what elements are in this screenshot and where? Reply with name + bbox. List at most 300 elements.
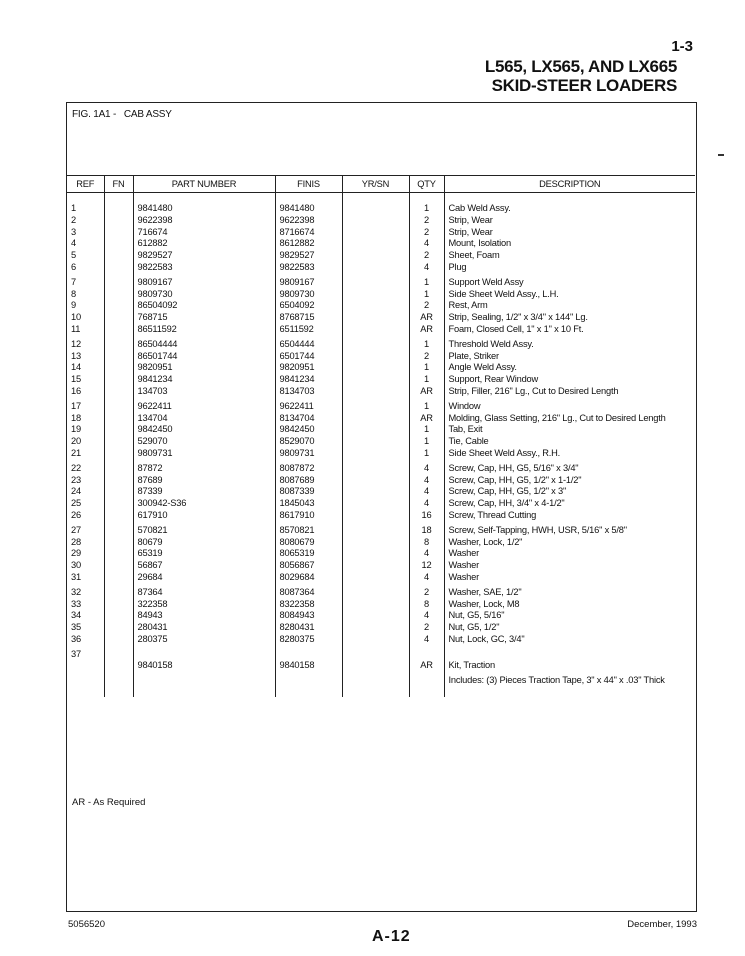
cell-desc: Washer, SAE, 1/2" [444,587,695,599]
cell-qty: AR [409,386,444,401]
cell-yrsn [342,448,409,463]
col-header-finis: FINIS [275,176,342,193]
cell-yrsn [342,424,409,436]
cell-desc: Washer, Lock, M8 [444,599,695,611]
cell-desc: Side Sheet Weld Assy., L.H. [444,289,695,301]
cell-part: 9841480 [133,193,275,215]
cell-ref: 20 [71,436,81,447]
cell-part: 9809731 [133,448,275,463]
cell-desc: Strip, Filler, 216" Lg., Cut to Desired Length [444,386,695,401]
cell-part: 86511592 [133,324,275,339]
cell-desc: Mount, Isolation [444,238,695,250]
cell-qty: 4 [409,238,444,250]
table-header-row [67,176,695,193]
cell-fn [104,537,133,549]
cell-finis: 8716674 [275,227,342,239]
cell-part: 87364 [133,587,275,599]
table-row [67,289,695,301]
cell-finis: 8087689 [275,475,342,487]
cell-finis: 8529070 [275,436,342,448]
cell-ref: 9 [71,300,76,311]
cell-qty: 18 [409,525,444,537]
filler-cell [342,687,409,697]
cell-qty: AR [409,413,444,425]
cell-desc: Side Sheet Weld Assy., R.H. [444,448,695,463]
title-line-2: SKID-STEER LOADERS [491,76,677,95]
table-row [67,660,695,675]
cell-yrsn [342,475,409,487]
cell-fn [104,227,133,239]
cell-yrsn [342,401,409,413]
cell-ref: 26 [71,509,81,520]
table-row [67,351,695,363]
cell-ref: 21 [71,447,81,458]
cell-finis: 6501744 [275,351,342,363]
cell-finis: 8080679 [275,537,342,549]
table-row [67,599,695,611]
cell-ref: 7 [71,276,76,287]
cell-ref: 17 [71,400,81,411]
cell-desc: Support Weld Assy [444,277,695,289]
cell-qty: AR [409,324,444,339]
cell-finis: 1845043 [275,498,342,510]
cell-ref: 27 [71,524,81,535]
cell-qty: 8 [409,537,444,549]
cell-ref: 13 [71,350,81,361]
cell-finis: 8029684 [275,572,342,587]
cell-yrsn [342,599,409,611]
cell-yrsn [342,238,409,250]
cell-ref: 28 [71,536,81,547]
table-row [67,610,695,622]
cell-finis: 9841480 [275,193,342,215]
table-row [67,424,695,436]
cell-part: 9840158 [133,660,275,675]
cell-ref: 6 [71,261,76,272]
cell-fn [104,634,133,649]
cell-ref: 36 [71,633,81,644]
cell-finis: 6504444 [275,339,342,351]
cell-yrsn [342,510,409,525]
cell-qty: 2 [409,300,444,312]
cell-yrsn [342,463,409,475]
cell-desc: Foam, Closed Cell, 1" x 1" x 10 Ft. [444,324,695,339]
filler-cell [409,687,444,697]
figure-number: FIG. 1A1 - [72,109,117,120]
cell-yrsn [342,324,409,339]
cell-desc: Washer [444,548,695,560]
cell-part: 29684 [133,572,275,587]
cell-ref: 19 [71,424,81,435]
parts-table [67,175,695,697]
margin-mark [718,154,724,156]
cell-finis: 9841234 [275,374,342,386]
cell-yrsn [342,312,409,324]
cell-desc: Angle Weld Assy. [444,362,695,374]
cell-desc: Plate, Striker [444,351,695,363]
cell-ref: 34 [71,610,81,621]
cell-finis: 9840158 [275,660,342,675]
cell-qty: 1 [409,436,444,448]
cell-ref: 22 [71,462,81,473]
cell-fn [104,193,133,215]
col-header-qty: QTY [409,176,444,193]
document-number: 5056520 [68,919,105,930]
page-label: A-12 [372,928,411,945]
cell-fn [104,622,133,634]
cell-part: 280375 [133,634,275,649]
cell-ref: 32 [71,586,81,597]
cell-yrsn [342,649,409,661]
table-filler-row [67,687,695,697]
cell-part [133,649,275,661]
cell-qty: 4 [409,463,444,475]
cell-finis: 9809731 [275,448,342,463]
table-body [67,193,695,698]
table-row [67,560,695,572]
cell-desc: Screw, Cap, HH, 3/4" x 4-1/2" [444,498,695,510]
cell-fn [104,572,133,587]
cell-part: 9842450 [133,424,275,436]
cell-ref: 3 [71,226,76,237]
cell-part: 9829527 [133,250,275,262]
cell-qty: 1 [409,277,444,289]
cell-part: 768715 [133,312,275,324]
cell-finis: 8768715 [275,312,342,324]
table-row [67,215,695,227]
cell-desc: Nut, G5, 5/16" [444,610,695,622]
table-row [67,649,695,661]
table-row [67,436,695,448]
cell-part: 87339 [133,486,275,498]
cell-part: 617910 [133,510,275,525]
cell-qty [409,649,444,661]
col-header-description: DESCRIPTION [444,176,695,193]
cell-qty: 4 [409,498,444,510]
footnote: AR - As Required [72,797,146,808]
cell-fn [104,587,133,599]
cell-part: 300942-S36 [133,498,275,510]
table-row [67,374,695,386]
table-row [67,413,695,425]
cell-fn [104,424,133,436]
cell-desc: Threshold Weld Assy. [444,339,695,351]
cell-fn [104,386,133,401]
cell-yrsn [342,277,409,289]
table-row [67,475,695,487]
cell-part: 86504092 [133,300,275,312]
cell-yrsn [342,548,409,560]
cell-yrsn [342,634,409,649]
cell-fn [104,250,133,262]
table-row [67,448,695,463]
cell-part: 9822583 [133,262,275,277]
cell-desc: Screw, Cap, HH, G5, 1/2" x 1-1/2" [444,475,695,487]
cell-qty: AR [409,312,444,324]
table-row [67,193,695,215]
table-row [67,510,695,525]
cell-yrsn [342,587,409,599]
cell-desc: Screw, Thread Cutting [444,510,695,525]
cell-part: 9622411 [133,401,275,413]
cell-part: 9820951 [133,362,275,374]
cell-yrsn [342,227,409,239]
cell-finis: 6511592 [275,324,342,339]
cell-ref: 4 [71,238,76,249]
cell-yrsn [342,339,409,351]
cell-fn [104,351,133,363]
cell-desc: Screw, Cap, HH, G5, 5/16" x 3/4" [444,463,695,475]
col-header-yr-sn: YR/SN [342,176,409,193]
cell-yrsn [342,486,409,498]
cell-yrsn [342,386,409,401]
cell-ref: 35 [71,622,81,633]
cell-ref: 23 [71,474,81,485]
cell-desc: Sheet, Foam [444,250,695,262]
cell-ref: 10 [71,312,81,323]
cell-desc: Support, Rear Window [444,374,695,386]
cell-desc: Nut, G5, 1/2" [444,622,695,634]
table-row [67,312,695,324]
cell-finis: 9809730 [275,289,342,301]
cell-desc: Washer, Lock, 1/2" [444,537,695,549]
cell-qty: 12 [409,560,444,572]
cell-ref: 5 [71,250,76,261]
table-row [67,525,695,537]
cell-part: 529070 [133,436,275,448]
cell-part: 134703 [133,386,275,401]
cell-finis: 9822583 [275,262,342,277]
cell-part: 134704 [133,413,275,425]
cell-fn [104,510,133,525]
cell-yrsn [342,351,409,363]
publication-date: December, 1993 [627,919,697,930]
cell-fn [104,215,133,227]
cell-part: 570821 [133,525,275,537]
table-row [67,572,695,587]
col-header-fn: FN [104,176,133,193]
cell-part: 9809730 [133,289,275,301]
cell-desc: Cab Weld Assy. [444,193,695,215]
cell-desc: Tie, Cable [444,436,695,448]
cell-yrsn [342,374,409,386]
cell-qty: 8 [409,599,444,611]
table-row [67,250,695,262]
cell-desc: Tab, Exit [444,424,695,436]
cell-fn [104,649,133,661]
cell-finis: 9829527 [275,250,342,262]
cell-desc: Washer [444,572,695,587]
cell-qty: 1 [409,289,444,301]
cell-ref: 2 [71,214,76,225]
cell-finis: 8617910 [275,510,342,525]
cell-fn [104,525,133,537]
cell-desc [444,649,695,661]
cell-finis: 9820951 [275,362,342,374]
cell-finis: 8612882 [275,238,342,250]
cell-part: 322358 [133,599,275,611]
cell-ref: 25 [71,498,81,509]
cell-ref: 8 [71,288,76,299]
cell-fn [104,548,133,560]
cell-ref: 29 [71,548,81,559]
cell-yrsn [342,300,409,312]
table-row [67,227,695,239]
cell-finis: 8087872 [275,463,342,475]
cell-yrsn [342,622,409,634]
table-row [67,362,695,374]
cell-ref: 37 [71,648,81,659]
cell-part: 65319 [133,548,275,560]
cell-desc: Strip, Wear [444,227,695,239]
col-header-part-number: PART NUMBER [133,176,275,193]
cell-ref: 24 [71,486,81,497]
cell-qty: AR [409,660,444,675]
cell-ref: 11 [71,323,81,334]
cell-finis: 8087364 [275,587,342,599]
cell-yrsn [342,675,409,687]
cell-fn [104,610,133,622]
cell-part: 86501744 [133,351,275,363]
cell-desc: Strip, Wear [444,215,695,227]
cell-fn [104,448,133,463]
cell-qty: 4 [409,262,444,277]
cell-qty: 1 [409,362,444,374]
cell-qty: 1 [409,339,444,351]
cell-yrsn [342,289,409,301]
cell-finis: 8056867 [275,560,342,572]
cell-ref: 31 [71,571,81,582]
cell-fn [104,413,133,425]
cell-finis: 8134704 [275,413,342,425]
cell-qty: 4 [409,548,444,560]
cell-yrsn [342,660,409,675]
table-row [67,548,695,560]
figure-name: CAB ASSY [123,109,172,120]
cell-qty: 2 [409,215,444,227]
cell-ref: 1 [71,203,76,213]
table-row [67,486,695,498]
table-row [67,498,695,510]
cell-fn [104,599,133,611]
cell-qty: 2 [409,227,444,239]
table-row [67,324,695,339]
cell-part: 280431 [133,622,275,634]
cell-yrsn [342,537,409,549]
cell-qty: 4 [409,572,444,587]
cell-desc: Washer [444,560,695,572]
cell-part: 87872 [133,463,275,475]
cell-part: 87689 [133,475,275,487]
cell-fn [104,463,133,475]
cell-qty: 1 [409,424,444,436]
cell-desc: Screw, Cap, HH, G5, 1/2" x 3" [444,486,695,498]
cell-qty [409,675,444,687]
cell-yrsn [342,193,409,215]
cell-qty: 1 [409,448,444,463]
document-title [485,57,677,95]
table-row [67,401,695,413]
page-number: 1-3 [671,38,693,55]
cell-ref: 14 [71,362,81,373]
table-row [67,622,695,634]
cell-qty: 1 [409,401,444,413]
cell-finis: 8134703 [275,386,342,401]
cell-fn [104,436,133,448]
cell-finis [275,675,342,687]
table-row [67,587,695,599]
cell-ref: 18 [71,412,81,423]
cell-finis: 8570821 [275,525,342,537]
cell-fn [104,486,133,498]
cell-fn [104,238,133,250]
cell-finis: 8280375 [275,634,342,649]
table-row [67,634,695,649]
filler-cell [104,687,133,697]
cell-part: 9809167 [133,277,275,289]
cell-yrsn [342,262,409,277]
cell-yrsn [342,525,409,537]
cell-finis: 9622411 [275,401,342,413]
cell-yrsn [342,436,409,448]
table-row [67,262,695,277]
cell-finis: 9809167 [275,277,342,289]
cell-part [133,675,275,687]
cell-part: 716674 [133,227,275,239]
cell-qty: 2 [409,351,444,363]
cell-finis: 9842450 [275,424,342,436]
cell-finis: 8280431 [275,622,342,634]
filler-cell [444,687,695,697]
cell-finis: 6504092 [275,300,342,312]
cell-part: 612882 [133,238,275,250]
cell-finis: 9622398 [275,215,342,227]
cell-qty: 4 [409,475,444,487]
cell-fn [104,675,133,687]
cell-qty: 2 [409,587,444,599]
cell-fn [104,339,133,351]
cell-fn [104,289,133,301]
cell-fn [104,324,133,339]
cell-fn [104,498,133,510]
filler-cell [133,687,275,697]
cell-finis: 8087339 [275,486,342,498]
cell-ref [67,675,104,687]
table-row [67,339,695,351]
cell-part: 86504444 [133,339,275,351]
cell-desc: Kit, Traction [444,660,695,675]
cell-desc: Screw, Self-Tapping, HWH, USR, 5/16" x 5/8" [444,525,695,537]
cell-finis: 8065319 [275,548,342,560]
cell-fn [104,475,133,487]
cell-desc: Plug [444,262,695,277]
cell-fn [104,277,133,289]
cell-fn [104,560,133,572]
cell-ref: 15 [71,374,81,385]
cell-fn [104,300,133,312]
cell-yrsn [342,413,409,425]
cell-finis: 8084943 [275,610,342,622]
cell-desc: Includes: (3) Pieces Traction Tape, 3" x 44" x .03" Thick [444,675,695,687]
cell-desc: Rest, Arm [444,300,695,312]
cell-yrsn [342,362,409,374]
cell-part: 9622398 [133,215,275,227]
cell-yrsn [342,572,409,587]
cell-finis [275,649,342,661]
cell-part: 80679 [133,537,275,549]
cell-ref: 12 [71,338,81,349]
cell-yrsn [342,498,409,510]
